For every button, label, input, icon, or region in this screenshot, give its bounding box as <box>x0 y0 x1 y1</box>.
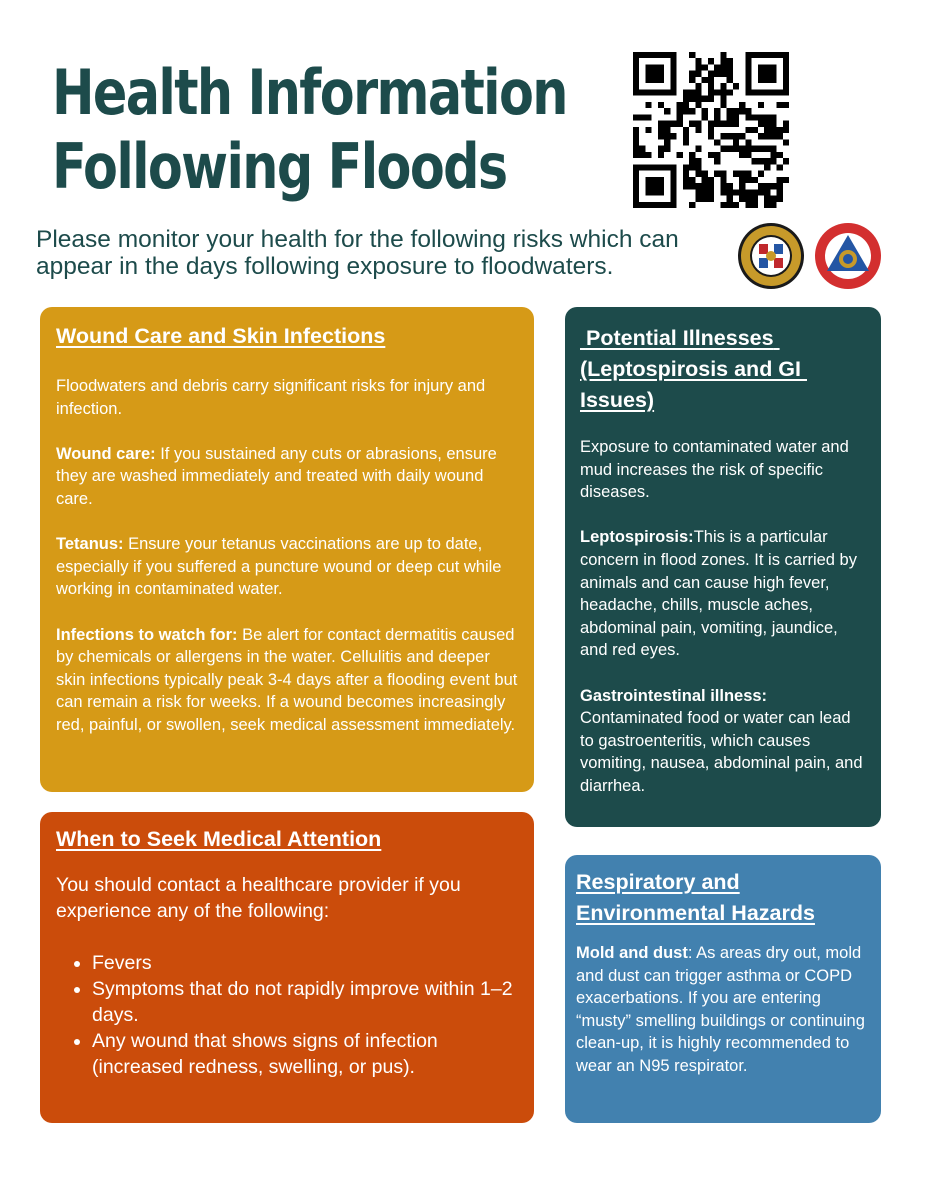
respiratory-hazards-card <box>565 855 881 1123</box>
wound-care-text: If you sustained any cuts or abrasions, ensure they are washed immediately and treated with daily wound care. <box>56 444 497 508</box>
infections-text: Be alert for contact dermatitis caused by chemicals or allergens in the water. Cellulitis and deeper skin infections typically peak 3-4 days after a flooding event but can remain a risk for weeks. If a wound becomes increasingly red, painful, or swollen, seek medical assessment immediately. <box>56 625 518 734</box>
seek-intro: You should contact a healthcare provider if you experience any of the following: <box>56 874 461 922</box>
potential-illnesses-heading: Potential Illnesses (Leptospirosis and GI Issues) <box>580 326 807 412</box>
gi-label: Gastrointestinal illness: <box>580 686 768 705</box>
title-line-2: Following Floods <box>52 130 507 203</box>
wound-care-paragraph <box>56 443 518 511</box>
seek-medical-attention-card <box>40 812 534 1123</box>
title-line-1: Health Information <box>52 56 567 129</box>
potential-illnesses-card <box>565 307 881 827</box>
leptospirosis-text: This is a particular concern in flood zones. It is carried by animals and can cause high fever, headache, chills, muscle aches, abdominal pain, vomiting, jaundice, and red eyes. <box>580 528 857 660</box>
list-item: • Fevers <box>92 950 518 976</box>
qr-code <box>633 52 789 208</box>
list-item: • Any wound that shows signs of infection (increased redness, swelling, or pus). <box>92 1028 518 1080</box>
leptospirosis-paragraph <box>580 526 865 662</box>
tetanus-paragraph <box>56 533 518 601</box>
infections-label: Infections to watch for: <box>56 625 238 644</box>
gi-paragraph <box>580 685 865 798</box>
infections-paragraph <box>56 624 518 737</box>
leptospirosis-label: Leptospirosis: <box>580 528 694 547</box>
wound-care-heading: Wound Care and Skin Infections <box>56 324 386 348</box>
mold-label: Mold and dust <box>576 944 688 962</box>
wound-care-label: Wound care: <box>56 444 156 463</box>
honolulu-seal-logo <box>737 222 805 290</box>
page-title <box>52 56 567 204</box>
seek-medical-heading: When to Seek Medical Attention <box>56 827 382 851</box>
page-subtitle: Please monitor your health for the following risks which can appear in the days following exposure to floodwaters. <box>36 226 679 280</box>
symptom-list <box>56 950 518 1080</box>
list-item: • Symptoms that do not rapidly improve within 1–2 days. <box>92 976 518 1028</box>
illness-intro: Exposure to contaminated water and mud increases the risk of specific diseases. <box>580 438 849 502</box>
tetanus-text: Ensure your tetanus vaccinations are up to date, especially if you suffered a puncture wound or deep cut while working in contaminated water. <box>56 535 502 599</box>
mold-paragraph <box>576 942 867 1078</box>
wound-intro: Floodwaters and debris carry significant risks for injury and infection. <box>56 377 486 418</box>
emergency-management-seal-logo <box>814 222 882 290</box>
respiratory-heading: Respiratory and Environmental Hazards <box>576 870 815 925</box>
wound-care-card <box>40 307 534 792</box>
tetanus-label: Tetanus: <box>56 535 124 554</box>
mold-text: : As areas dry out, mold and dust can trigger asthma or COPD exacerbations. If you are entering “musty” smelling buildings or continuing clean-up, it is highly recommended to wear an N95 respirator. <box>576 944 865 1075</box>
gi-text: Contaminated food or water can lead to gastroenteritis, which causes vomiting, nausea, abdominal pain, and diarrhea. <box>580 709 863 795</box>
